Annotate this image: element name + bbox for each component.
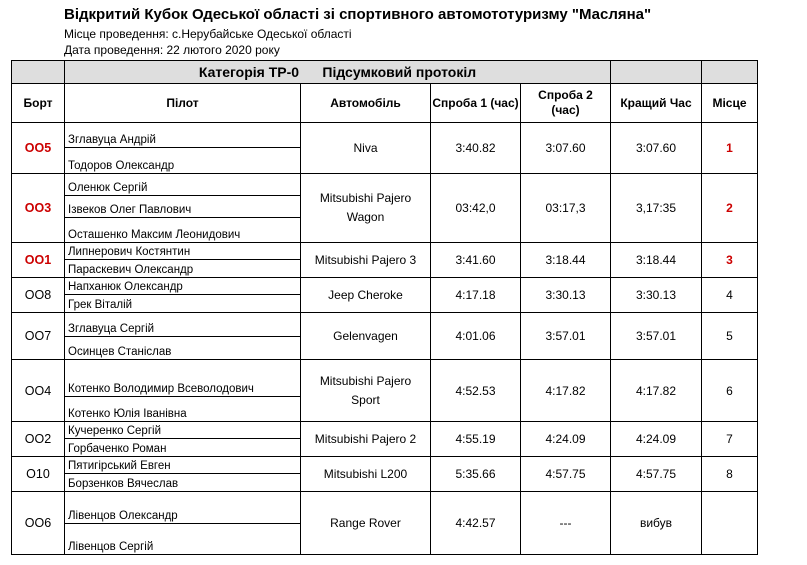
car-cell [301, 174, 431, 243]
best-time-cell: 3:57.01 [611, 313, 702, 360]
pilots-cell [65, 457, 301, 492]
best-time-cell: 3:07.60 [611, 123, 702, 174]
header-bort: Борт [12, 84, 65, 123]
category-row [12, 61, 758, 84]
try1-cell: 5:35.66 [431, 457, 521, 492]
best-time-cell: 3:30.13 [611, 278, 702, 313]
pilots-cell [65, 278, 301, 313]
car-name: Mitsubishi Pajero [319, 373, 412, 388]
bort-cell: OO2 [12, 422, 65, 457]
table-row [12, 457, 758, 492]
bort-cell: O10 [12, 457, 65, 492]
pilots-cell [65, 492, 301, 555]
try1-cell: 4:42.57 [431, 492, 521, 555]
pilot-name: Параскевич Олександр [68, 264, 194, 276]
pilots-cell [65, 422, 301, 457]
header-try2 [521, 84, 611, 123]
try1-cell: 03:42,0 [431, 174, 521, 243]
table-row [12, 278, 758, 313]
car-name: Range Rover [330, 515, 401, 530]
place-cell: 1 [702, 123, 758, 174]
header-try1: Спроба 1 (час) [431, 84, 521, 123]
category-label: Категорія ТР-0 [198, 64, 300, 80]
pilot-name: Борзенков Вячеслав [68, 478, 179, 490]
header-car: Автомобіль [301, 84, 431, 123]
table-row [12, 243, 758, 278]
car-name: Gelenvagen [333, 328, 398, 343]
try2-cell: 3:18.44 [521, 243, 611, 278]
place-cell: 8 [702, 457, 758, 492]
header-best: Кращий Час [611, 84, 702, 123]
place-cell: 4 [702, 278, 758, 313]
best-time-cell: 3,17:35 [611, 174, 702, 243]
column-header-row [12, 84, 758, 123]
place-cell: 3 [702, 243, 758, 278]
place-cell: 2 [702, 174, 758, 243]
try1-cell: 4:01.06 [431, 313, 521, 360]
car-cell [301, 492, 431, 555]
car-name: Mitsubishi Pajero 3 [314, 252, 417, 267]
bort-cell: OO5 [12, 123, 65, 174]
bort-cell: OO1 [12, 243, 65, 278]
pilots-cell [65, 174, 301, 243]
try1-cell: 3:40.82 [431, 123, 521, 174]
best-time-cell: 4:17.82 [611, 360, 702, 422]
table-row [12, 422, 758, 457]
table-row [12, 313, 758, 360]
pilot-name: Ізвеков Олег Павлович [65, 196, 300, 218]
pilot-name: Зглавуца Сергій [65, 313, 300, 337]
try2-cell: 4:24.09 [521, 422, 611, 457]
car-cell [301, 123, 431, 174]
bort-cell: OO8 [12, 278, 65, 313]
bort-cell: OO6 [12, 492, 65, 555]
table-row [12, 492, 758, 555]
best-time-cell: вибув [611, 492, 702, 555]
bort-cell: OO3 [12, 174, 65, 243]
best-time-cell: 3:18.44 [611, 243, 702, 278]
car-cell [301, 278, 431, 313]
pilots-cell [65, 243, 301, 278]
bort-cell: OO7 [12, 313, 65, 360]
car-name: Mitsubishi L200 [323, 466, 408, 481]
car-cell [301, 243, 431, 278]
venue-line: Місце проведення: с.Нерубайське Одеської області [64, 27, 352, 41]
pilots-cell [65, 123, 301, 174]
pilot-name: Лівенцов Сергій [68, 541, 154, 553]
car-cell [301, 457, 431, 492]
place-cell: 5 [702, 313, 758, 360]
pilots-cell [65, 360, 301, 422]
pilot-name: Осинцев Станіслав [68, 346, 172, 358]
best-time-cell: 4:24.09 [611, 422, 702, 457]
try2-cell: 3:57.01 [521, 313, 611, 360]
pilot-name: Горбаченко Роман [68, 443, 167, 455]
car-name: Sport [351, 392, 380, 407]
results-table [11, 60, 758, 555]
car-name: Jeep Cheroke [328, 287, 403, 302]
try2-cell: 3:07.60 [521, 123, 611, 174]
pilot-name: Осташенко Максим Леонидович [68, 229, 241, 241]
pilot-name: Напханюк Олександр [65, 278, 300, 295]
header-pilot: Пілот [65, 84, 301, 123]
car-name: Wagon [346, 210, 385, 224]
table-row [12, 174, 758, 243]
pilot-name: Котенко Володимир Всеволодович [65, 360, 300, 397]
car-name: Mitsubishi Pajero 2 [314, 431, 417, 446]
pilot-name: Лівенцов Олександр [65, 492, 300, 524]
car-name: Niva [353, 140, 378, 155]
pilots-cell [65, 313, 301, 360]
table-row [12, 360, 758, 422]
document-title: Відкритий Кубок Одеської області зі спортивного автомототуризму "Масляна" [64, 6, 652, 23]
try2-cell: 4:57.75 [521, 457, 611, 492]
pilot-name: Липнерович Костянтин [65, 243, 300, 260]
pilot-name: Котенко Юлія Іванівна [68, 408, 187, 420]
try2-cell: --- [521, 492, 611, 555]
pilot-name: Грек Віталій [68, 299, 133, 311]
try2-cell: 3:30.13 [521, 278, 611, 313]
try1-cell: 4:17.18 [431, 278, 521, 313]
try1-cell: 4:55.19 [431, 422, 521, 457]
bort-cell: OO4 [12, 360, 65, 422]
place-cell: 6 [702, 360, 758, 422]
place-cell: 7 [702, 422, 758, 457]
try2-cell: 4:17.82 [521, 360, 611, 422]
pilot-name: Кучеренко Сергій [65, 422, 300, 439]
header-try2-line1: Спроба 2 [538, 88, 593, 102]
pilot-name: Оленюк Сергій [65, 174, 300, 196]
place-cell [702, 492, 758, 555]
pilot-name: Зглавуца Андрій [65, 123, 300, 148]
header-place: Місце [702, 84, 758, 123]
try1-cell: 3:41.60 [431, 243, 521, 278]
car-cell [301, 313, 431, 360]
table-row [12, 123, 758, 174]
car-cell [301, 422, 431, 457]
car-name: Mitsubishi Pajero [319, 191, 412, 205]
header-try2-line2: (час) [551, 103, 580, 117]
try1-cell: 4:52.53 [431, 360, 521, 422]
pilot-name: Тодоров Олександр [68, 160, 175, 172]
car-cell [301, 360, 431, 422]
try2-cell: 03:17,3 [521, 174, 611, 243]
pilot-name: Пятигірський Евген [65, 457, 300, 474]
best-time-cell: 4:57.75 [611, 457, 702, 492]
category-title [65, 61, 611, 84]
protocol-label: Підсумковий протокіл [322, 64, 477, 80]
date-line: Дата проведення: 22 лютого 2020 року [64, 43, 280, 57]
